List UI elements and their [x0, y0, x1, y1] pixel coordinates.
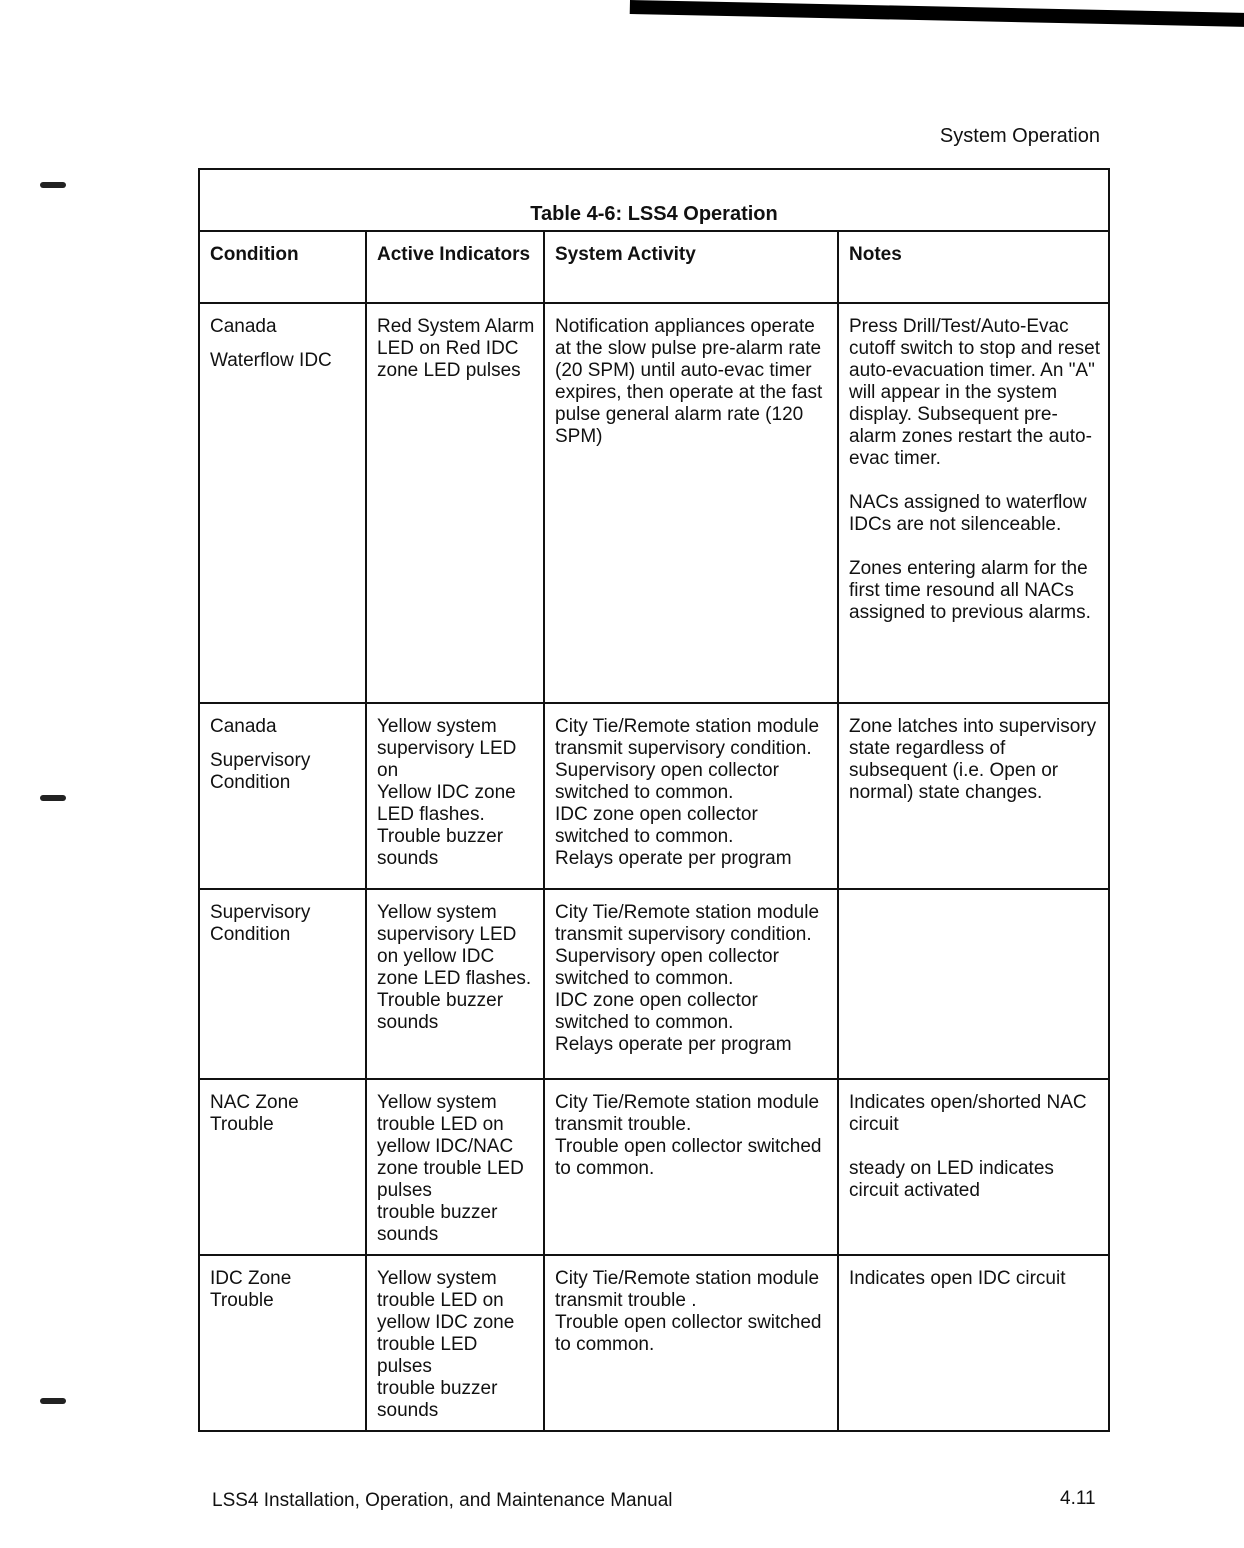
- condition-cell: [200, 703, 366, 889]
- cell-text: IDC Zone Trouble: [210, 1268, 292, 1311]
- cell-text: City Tie/Remote station module transmit trouble .: [555, 1268, 820, 1311]
- cell-text: Trouble buzzer sounds: [377, 990, 504, 1033]
- cell-text: City Tie/Remote station module transmit supervisory condition.: [555, 902, 820, 945]
- operation-table-grid: [200, 230, 1108, 1430]
- notes-cell: [838, 1079, 1108, 1255]
- active-indicators-cell: [366, 303, 544, 703]
- cell-text: Supervisory Condition: [210, 902, 311, 945]
- table-caption: [200, 170, 1108, 230]
- cell-text: Canada: [210, 716, 277, 737]
- cell-text: steady on LED indicates circuit activated: [849, 1158, 1054, 1201]
- table-row: [200, 1079, 1108, 1255]
- notes-cell: [838, 303, 1108, 703]
- cell-text: Yellow system supervisory LED on yellow IDC zone LED flashes.: [377, 902, 532, 989]
- paragraph-gap: [849, 470, 1100, 492]
- condition-cell: [200, 1079, 366, 1255]
- scan-artifact-bar: [630, 0, 1244, 27]
- active-indicators-cell: [366, 889, 544, 1079]
- cell-text: Yellow system trouble LED on yellow IDC zone trouble LED pulses: [377, 1268, 515, 1377]
- cell-text: Yellow system supervisory LED on: [377, 716, 517, 781]
- cell-text: Supervisory Condition: [210, 750, 311, 793]
- active-indicators-cell: [366, 703, 544, 889]
- header-system-activity: System Activity: [544, 231, 838, 303]
- cell-text: City Tie/Remote station module transmit supervisory condition.: [555, 716, 820, 759]
- cell-text: Trouble open collector switched to common.: [555, 1312, 822, 1355]
- notes-cell: [838, 1255, 1108, 1430]
- cell-text: Trouble open collector switched to common.: [555, 1136, 822, 1179]
- cell-text: Notification appliances operate at the slow pulse pre-alarm rate (20 SPM) until auto-evac timer expires, then operate at the fast pulse general alarm rate (120 SPM): [555, 316, 823, 447]
- paragraph-gap: [210, 738, 357, 750]
- paragraph-gap: [210, 338, 357, 350]
- header-notes: Notes: [838, 231, 1108, 303]
- active-indicators-cell: [366, 1079, 544, 1255]
- condition-cell: [200, 889, 366, 1079]
- table-row: [200, 889, 1108, 1079]
- cell-text: trouble buzzer sounds: [377, 1202, 498, 1245]
- running-header: System Operation: [939, 125, 1100, 147]
- cell-text: Relays operate per program: [555, 1034, 792, 1055]
- notes-cell: [838, 703, 1108, 889]
- cell-text: Yellow system trouble LED on yellow IDC/NAC zone trouble LED pulses: [377, 1092, 524, 1201]
- cell-text: Indicates open/shorted NAC circuit: [849, 1092, 1087, 1135]
- cell-text: NAC Zone Trouble: [210, 1092, 299, 1135]
- notes-cell: [838, 889, 1108, 1079]
- footer-manual-title: LSS4 Installation, Operation, and Maintenance Manual: [212, 1490, 673, 1511]
- cell-text: Press Drill/Test/Auto-Evac cutoff switch to stop and reset auto-evacuation timer. An "A" will appear in the system display. Subsequent pre-alarm zones restart the auto-evac timer.: [849, 316, 1101, 469]
- footer-page-number: 4.11: [1060, 1488, 1096, 1509]
- cell-text: Supervisory open collector switched to common.: [555, 946, 779, 989]
- condition-cell: [200, 303, 366, 703]
- system-activity-cell: [544, 703, 838, 889]
- table-row: [200, 703, 1108, 889]
- header-condition: Condition: [200, 231, 366, 303]
- system-activity-cell: [544, 1255, 838, 1430]
- cell-text: trouble buzzer sounds: [377, 1378, 498, 1421]
- binder-hole-mark: [40, 795, 66, 801]
- cell-text: Supervisory open collector switched to common.: [555, 760, 779, 803]
- cell-text: Yellow IDC zone LED flashes.: [377, 782, 516, 825]
- system-activity-cell: [544, 889, 838, 1079]
- cell-text: City Tie/Remote station module transmit trouble.: [555, 1092, 820, 1135]
- lss4-operation-table: [198, 168, 1110, 1432]
- cell-text: Zone latches into supervisory state regardless of subsequent (i.e. Open or normal) state changes.: [849, 716, 1097, 803]
- table-row: [200, 1255, 1108, 1430]
- cell-text: IDC zone open collector switched to common.: [555, 804, 758, 847]
- table-caption-text: Table 4-6: LSS4 Operation: [530, 203, 778, 225]
- cell-text: Trouble buzzer sounds: [377, 826, 504, 869]
- header-active-indicators: Active Indicators: [366, 231, 544, 303]
- system-activity-cell: [544, 1079, 838, 1255]
- cell-text: IDC zone open collector switched to common.: [555, 990, 758, 1033]
- cell-text: Red System Alarm LED on Red IDC zone LED pulses: [377, 316, 535, 381]
- cell-text: Indicates open IDC circuit: [849, 1268, 1066, 1289]
- cell-text: NACs assigned to waterflow IDCs are not silenceable.: [849, 492, 1087, 535]
- paragraph-gap: [849, 1136, 1100, 1158]
- system-activity-cell: [544, 303, 838, 703]
- binder-hole-mark: [40, 1398, 66, 1404]
- cell-text: Relays operate per program: [555, 848, 792, 869]
- paragraph-gap: [849, 536, 1100, 558]
- table-row: [200, 303, 1108, 703]
- binder-hole-mark: [40, 182, 66, 188]
- cell-text: Zones entering alarm for the first time resound all NACs assigned to previous alarms.: [849, 558, 1091, 623]
- table-header-row: [200, 231, 1108, 303]
- condition-cell: [200, 1255, 366, 1430]
- cell-text: Waterflow IDC: [210, 350, 332, 371]
- cell-text: Canada: [210, 316, 277, 337]
- active-indicators-cell: [366, 1255, 544, 1430]
